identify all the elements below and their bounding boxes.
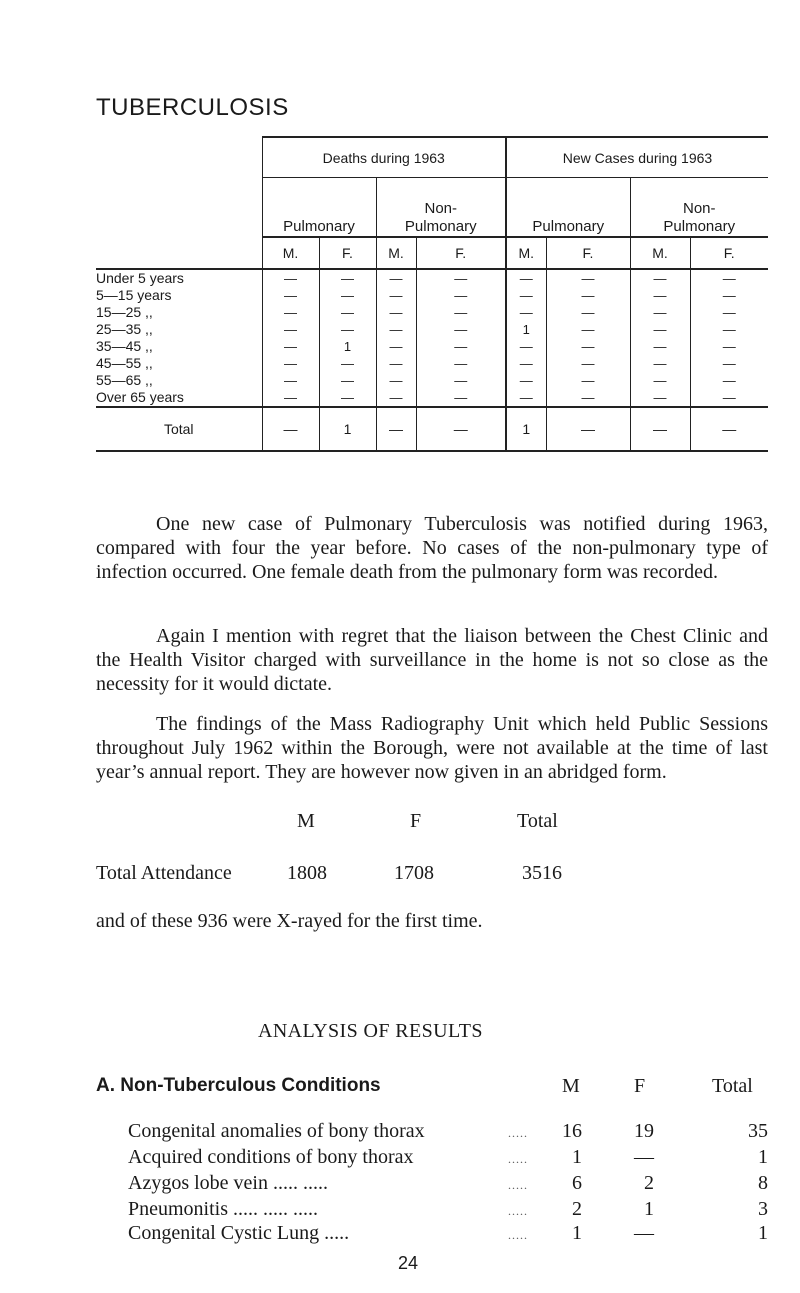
results-col-f: F [634,1075,646,1097]
header-m: M. [630,237,690,269]
paragraph-notification: One new case of Pulmonary Tuberculosis was notified during 1963, compared with four the year before. No cases of the non-pulmonary type of infection occurred. One female death from the pulmonary form was recorded. [96,513,768,583]
table-row: 45—55 ,, — — — — — — — — [96,355,768,372]
table-total-row: Total — 1 — — 1 — — — [96,407,768,451]
header-m: M. [376,237,416,269]
results-row: Acquired conditions of bony thorax ..... 1 — 1 [128,1146,768,1168]
header-pulmonary: Pulmonary [506,178,630,238]
attendance-col-m: M [297,810,315,832]
header-m: M. [262,237,319,269]
paragraph-liaison: Again I mention with regret that the liaison between the Chest Clinic and the Health Visitor charged with surveillance in the home is not so close as the necessity for it would dictate. [96,625,768,695]
results-row: Congenital anomalies of bony thorax ..... 16 19 35 [128,1120,768,1142]
table-row: 35—45 ,, — 1 — — — — — — [96,338,768,355]
analysis-title: ANALYSIS OF RESULTS [258,1020,483,1042]
results-row: Azygos lobe vein ..... ..... ..... 6 2 8 [128,1172,768,1194]
header-deaths: Deaths during 1963 [262,137,506,178]
header-f: F. [319,237,376,269]
attendance-col-total: Total [517,810,558,832]
page-number: 24 [398,1253,419,1273]
results-col-m: M [562,1075,580,1097]
header-non-pulmonary: Non- Pulmonary [630,178,768,238]
results-col-total: Total [712,1075,753,1097]
attendance-total: 3516 [522,862,562,884]
table-row: 15—25 ,, — — — — — — — — [96,304,768,321]
header-f: F. [416,237,506,269]
header-non-pulmonary: Non- Pulmonary [376,178,506,238]
page-title: TUBERCULOSIS [96,94,289,121]
header-new-cases: New Cases during 1963 [506,137,768,178]
results-row: Pneumonitis ..... ..... ..... ..... 2 1 3 [128,1198,768,1220]
attendance-m: 1808 [287,862,327,884]
header-f: F. [690,237,768,269]
attendance-f: 1708 [394,862,434,884]
table-row: Over 65 years — — — — — — — — [96,389,768,407]
table-row: 25—35 ,, — — — — 1 — — — [96,321,768,338]
header-pulmonary: Pulmonary [262,178,376,238]
paragraph-mass-radiography: The findings of the Mass Radiography Unit which held Public Sessions throughout July 1962 within the Borough, were not available at the time of last year’s annual report. They are however now given in an abridged form. [96,713,768,783]
header-m: M. [506,237,546,269]
table-row: 5—15 years — — — — — — — — [96,287,768,304]
header-f: F. [546,237,630,269]
xray-note: and of these 936 were X-rayed for the first time. [96,910,483,932]
results-row: Congenital Cystic Lung ..... ..... 1 — 1 [128,1222,768,1244]
section-a-title: A. Non-Tuberculous Conditions [96,1075,381,1096]
attendance-col-f: F [410,810,422,832]
table-row: 55—65 ,, — — — — — — — — [96,372,768,389]
tuberculosis-table [96,136,768,452]
table-row: Under 5 years — — — — — — — — [96,269,768,287]
attendance-label: Total Attendance [96,862,232,884]
